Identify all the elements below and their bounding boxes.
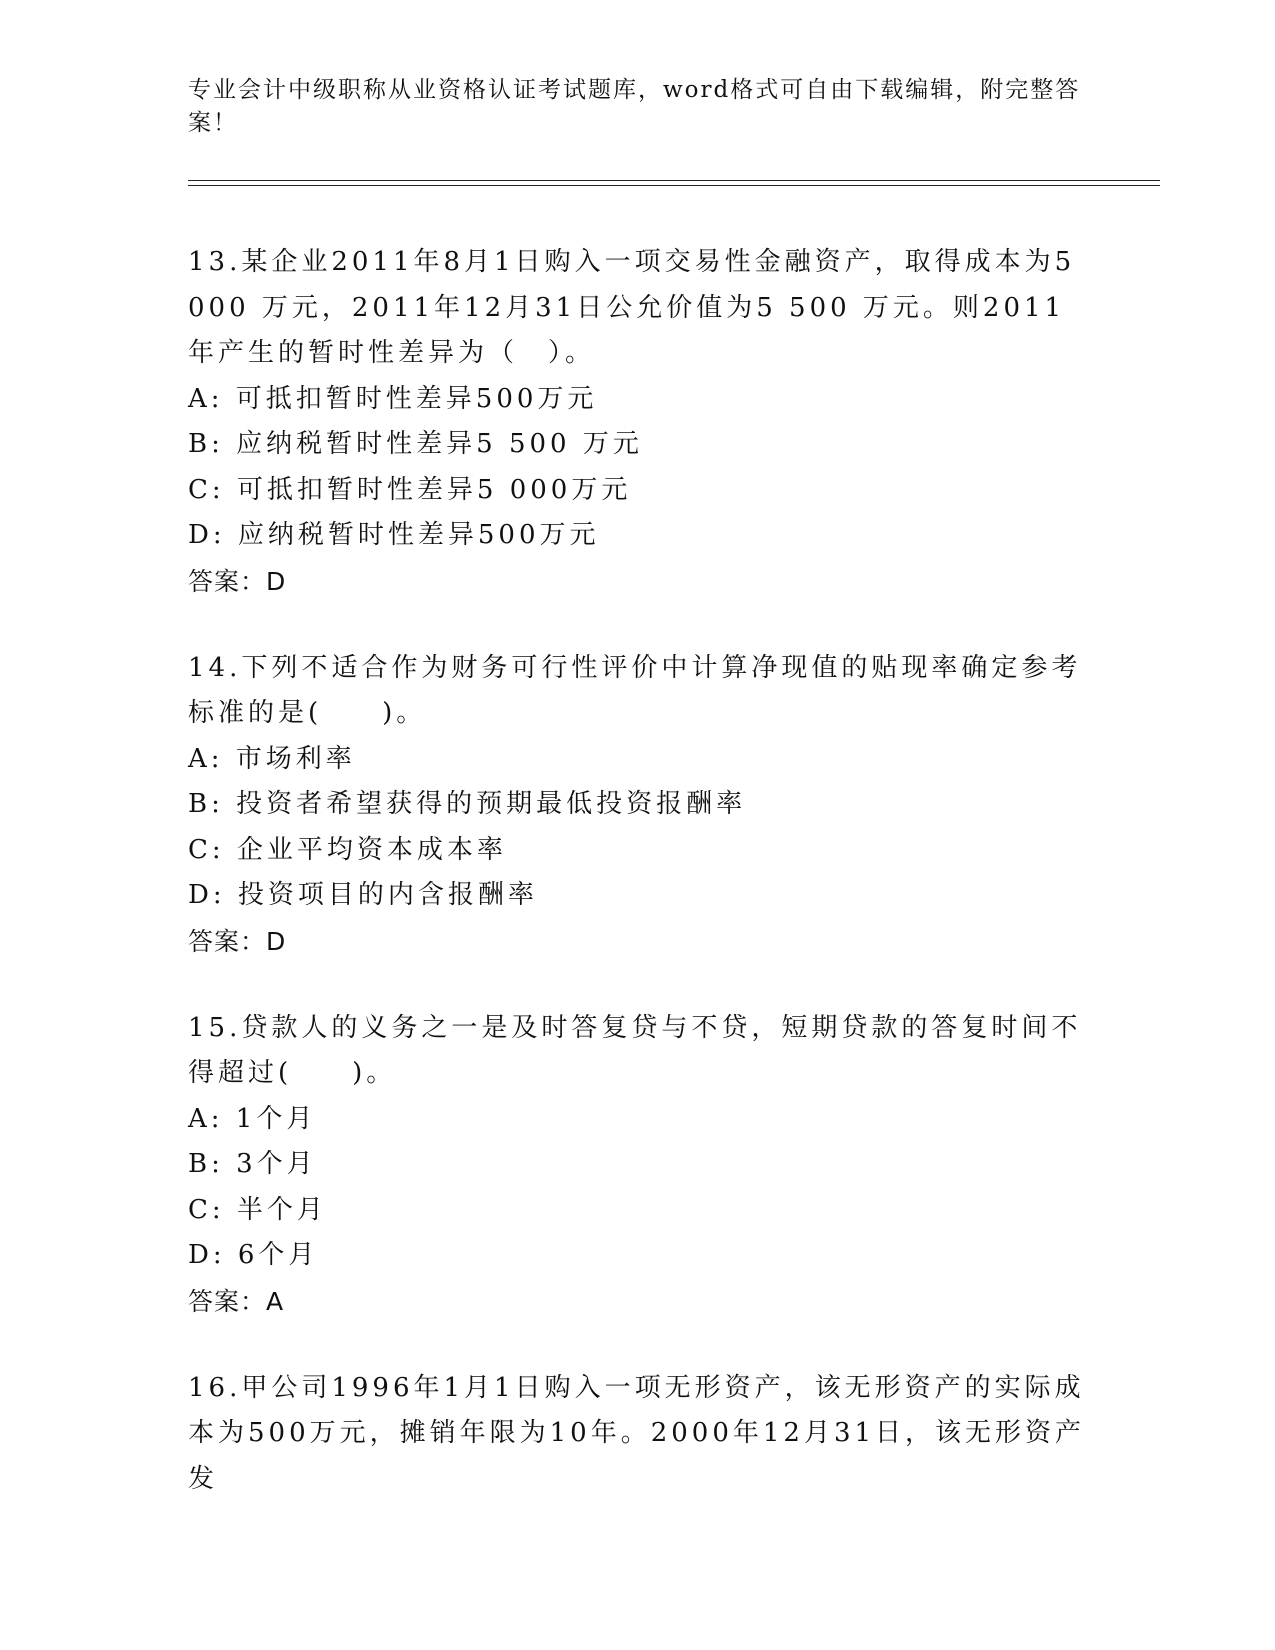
question-text: 14.下列不适合作为财务可行性评价中计算净现值的贴现率确定参考标准的是( )。 <box>188 652 1082 728</box>
option-b: B: 3个月 <box>188 1149 317 1179</box>
question-text: 15.贷款人的义务之一是及时答复贷与不贷，短期贷款的答复时间不得超过( )。 <box>188 1012 1082 1088</box>
answer: 答案：A <box>188 1286 285 1316</box>
option-c: C: 半个月 <box>188 1194 327 1225</box>
option-d: D: 6个月 <box>188 1240 319 1270</box>
option-d: D: 投资项目的内含报酬率 <box>188 880 538 910</box>
answer: 答案：D <box>188 926 287 956</box>
option-a: A: 可抵扣暂时性差异500万元 <box>188 383 598 414</box>
option-c: C: 可抵扣暂时性差异5 000万元 <box>188 474 632 505</box>
question-text: 13.某企业2011年8月1日购入一项交易性金融资产，取得成本为5 000 万元，2011年12月31日公允价值为5 500 万元。则2011年产生的暂时性差异为（ ）。 <box>188 247 1076 368</box>
option-c: C: 企业平均资本成本率 <box>188 834 507 865</box>
header-divider-top <box>188 180 1160 181</box>
document-header: 专业会计中级职称从业资格认证考试题库，word格式可自由下载编辑，附完整答案！ <box>188 77 1081 136</box>
question-text: 16.甲公司1996年1月1日购入一项无形资产，该无形资产的实际成本为500万元，摊销年限为10年。2000年12月31日，该无形资产发 <box>188 1372 1086 1494</box>
question-14 <box>188 646 1088 964</box>
question-list <box>188 240 1088 1544</box>
option-b: B: 投资者希望获得的预期最低投资报酬率 <box>188 789 747 819</box>
option-d: D: 应纳税暂时性差异500万元 <box>188 520 600 550</box>
header-divider-bottom <box>188 185 1160 186</box>
question-16 <box>188 1366 1088 1503</box>
question-15 <box>188 1006 1088 1324</box>
question-13 <box>188 240 1088 604</box>
answer: 答案：D <box>188 566 287 596</box>
option-a: A: 1个月 <box>188 1103 317 1134</box>
option-b: B: 应纳税暂时性差异5 500 万元 <box>188 429 643 459</box>
option-a: A: 市场利率 <box>188 743 356 774</box>
